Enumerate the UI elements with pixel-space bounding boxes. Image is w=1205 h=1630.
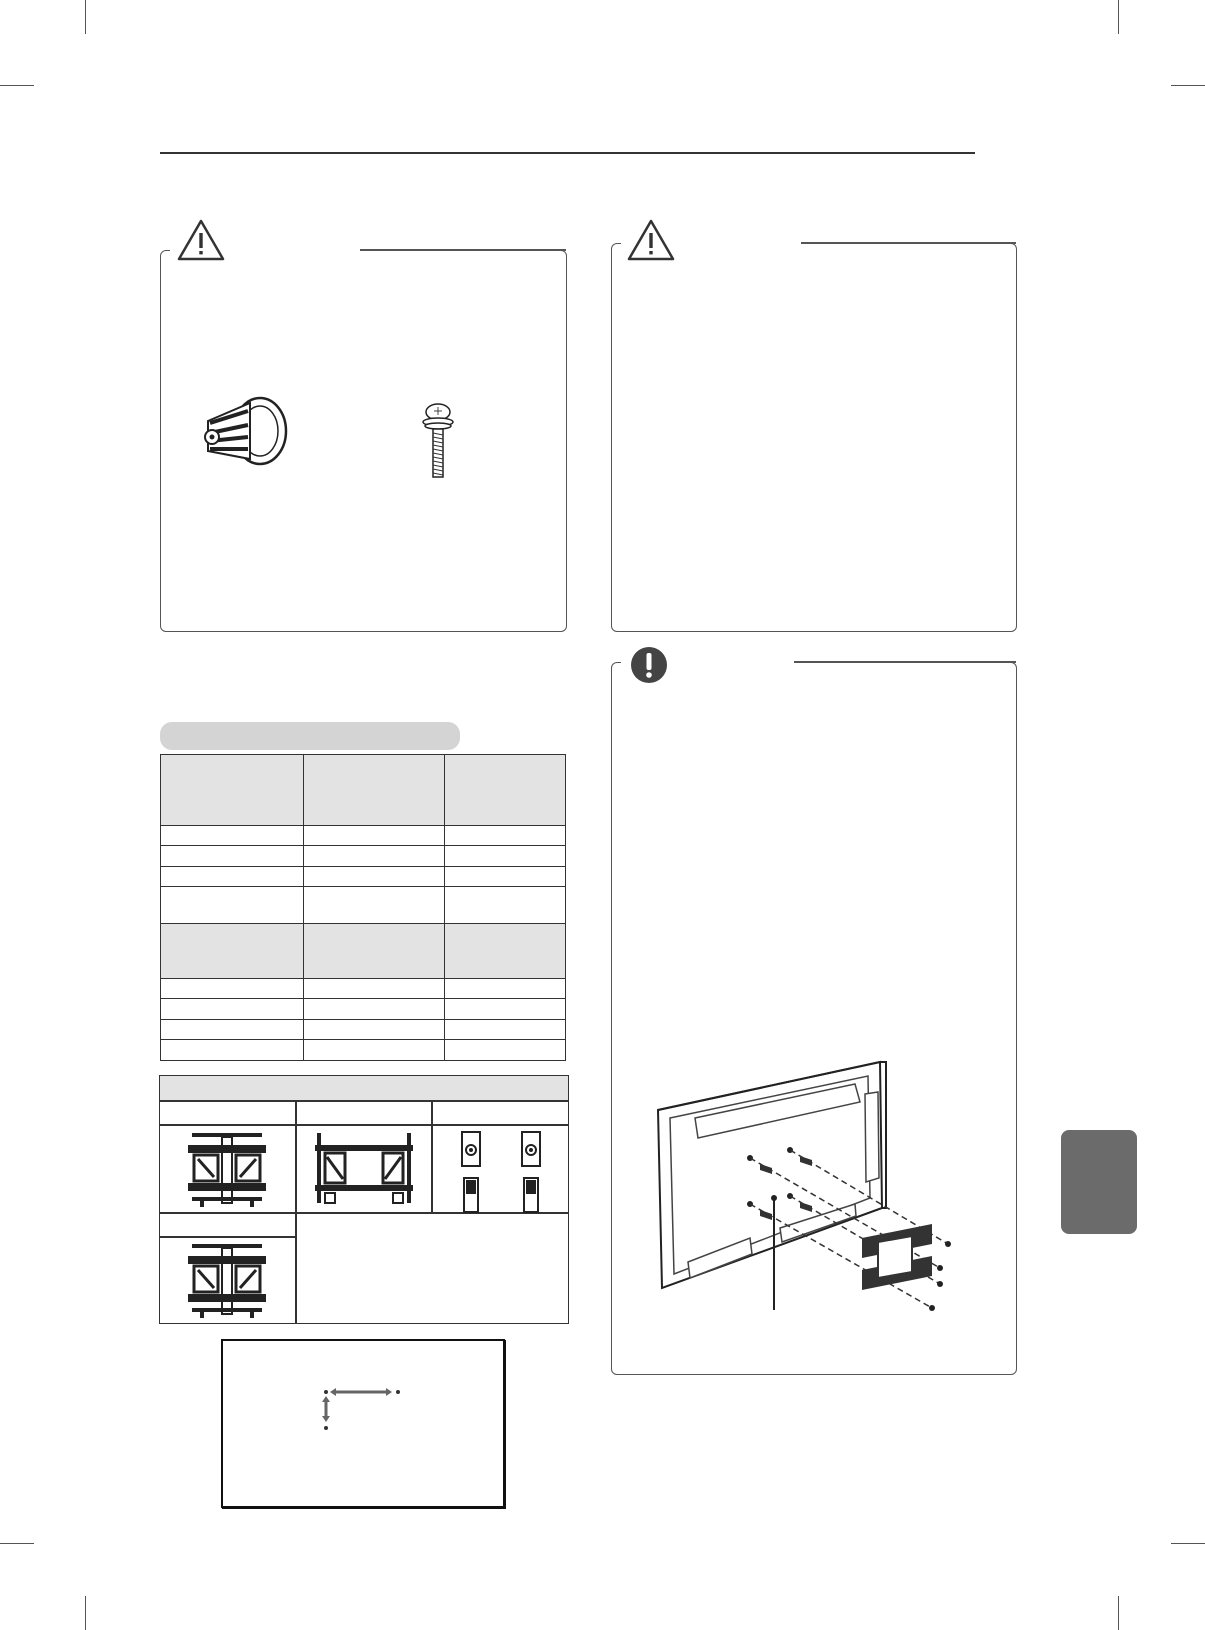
table-row [161,826,566,846]
table-row [161,1020,566,1040]
crop-mark [1118,1596,1119,1630]
crop-mark [85,0,86,34]
exclamation-circle-icon [629,645,669,685]
caution-box-right [611,243,1017,632]
table-row [161,979,566,999]
warning-triangle-icon [176,218,226,262]
screw-with-washer-icon [418,402,458,480]
section-tab [160,722,460,750]
stand-bracket-icon [456,1130,548,1214]
chapter-side-tab [1061,1130,1137,1234]
wall-bracket-icon [186,1240,268,1320]
table-row [161,755,566,826]
header-rule [160,152,975,154]
wall-anchor-icon [198,393,293,473]
table-cell [159,1212,297,1238]
crop-mark [1118,0,1119,34]
warning-triangle-icon [626,218,676,262]
table-row [161,846,566,867]
crop-mark [1171,85,1205,86]
wall-bracket-icon [186,1129,268,1209]
table-cell [295,1100,433,1126]
spec-table [160,754,566,1061]
table-row [161,1040,566,1061]
crop-mark [0,85,34,86]
vesa-dimension-icon [318,1384,402,1432]
crop-mark [85,1596,86,1630]
bracket-table-header [159,1075,569,1102]
crop-mark [0,1543,34,1544]
table-row [161,887,566,924]
table-cell [431,1100,569,1126]
table-cell [295,1212,569,1324]
table-row [161,999,566,1020]
table-row [161,867,566,887]
table-row [161,924,566,979]
table-cell [159,1100,297,1126]
crop-mark [1171,1543,1205,1544]
wall-bracket-icon [311,1127,417,1209]
tv-wall-mount-bracket-icon [650,1058,990,1323]
